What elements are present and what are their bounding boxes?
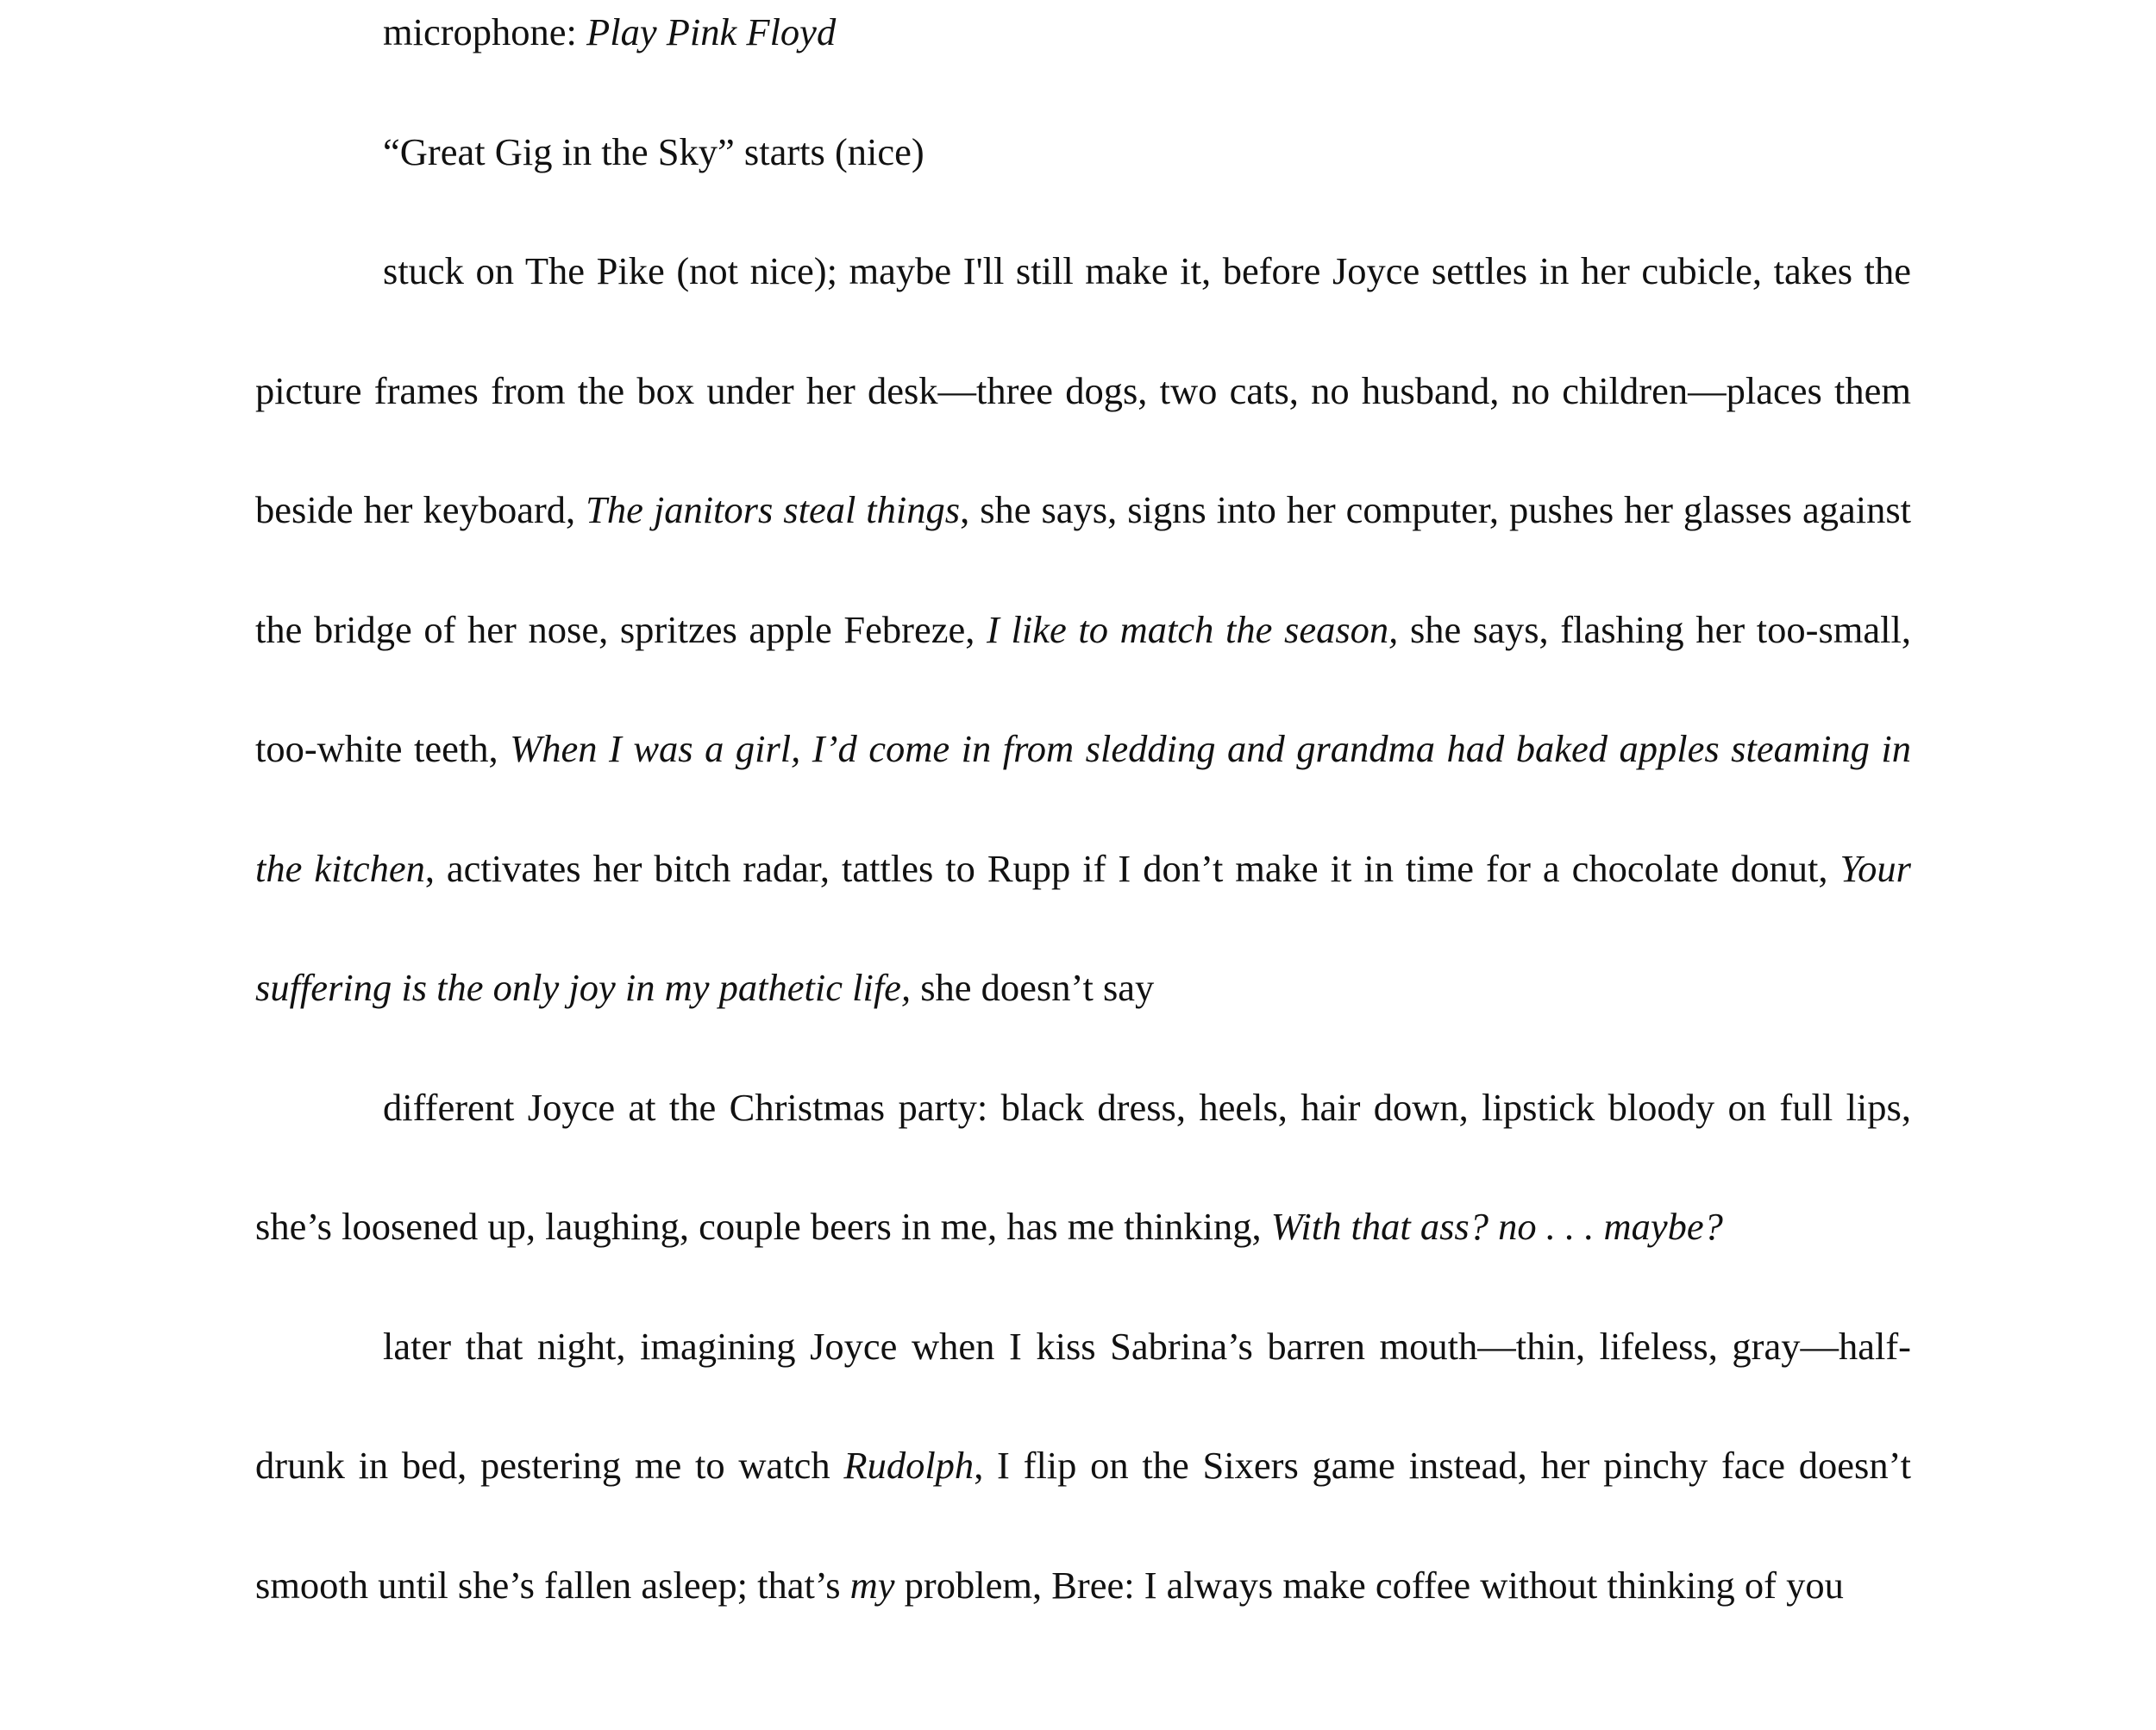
text-run: stuck on The Pike (not nice); maybe I'll still make it, before Joyce settles in her cubicle, takes the picture frames from the box under her desk—three dogs, two cats, no husband, no children—places them beside her keyboard,: [255, 249, 1911, 531]
paragraph-later-that-night: [255, 1287, 1911, 1645]
italic-text-run: Your suffering is the only joy in my pathetic life,: [255, 846, 1911, 1009]
italic-text-run: I like to match the season,: [987, 607, 1399, 651]
text-run: , I flip on the Sixers game instead, her pinchy face doesn’t smooth until she’s fallen asleep; that’s: [255, 1444, 1911, 1607]
paragraph-stuck-on-the-pike: [255, 211, 1911, 1048]
italic-text-run: my: [849, 1563, 895, 1607]
italic-text-run: When I was a girl, I’d come in from sledding and grandma had baked apples steaming in the kitchen: [255, 727, 1911, 890]
italic-text-run: With that ass? no . . . maybe?: [1270, 1205, 1723, 1248]
text-run: microphone:: [383, 10, 587, 53]
italic-text-run: Rudolph: [843, 1444, 975, 1487]
text-run: different Joyce at the Christmas party: black dress, heels, hair down, lipstick bloody on full lips, she’s loosened up, laughing, couple beers in me, has me thinking,: [255, 1085, 1911, 1248]
text-run: , she says, signs into her computer, pushes her glasses against the bridge of her nose, spritzes apple Febreze,: [255, 488, 1911, 651]
text-run: problem, Bree: I always make coffee without thinking of you: [894, 1563, 1844, 1607]
text-run: , activates her bitch radar, tattles to Rupp if I don’t make it in time for a chocolate donut,: [424, 846, 1840, 890]
paragraph-christmas-party: [255, 1048, 1911, 1287]
text-run: she doesn’t say: [911, 966, 1155, 1009]
italic-text-run: The janitors steal things: [586, 488, 961, 531]
paragraph-microphone: [255, 0, 1911, 92]
paragraph-great-gig: [255, 92, 1911, 212]
italic-text-run: Play Pink Floyd: [586, 10, 837, 53]
text-run: she says, flashing her too-small, too-white teeth,: [255, 607, 1911, 770]
text-run: “Great Gig in the Sky” starts (nice): [383, 129, 924, 173]
document-page: [255, 0, 1911, 1645]
text-run: later that night, imagining Joyce when I kiss Sabrina’s barren mouth—thin, lifeless, gray—half-drunk in bed, pestering me to watch: [255, 1324, 1911, 1487]
